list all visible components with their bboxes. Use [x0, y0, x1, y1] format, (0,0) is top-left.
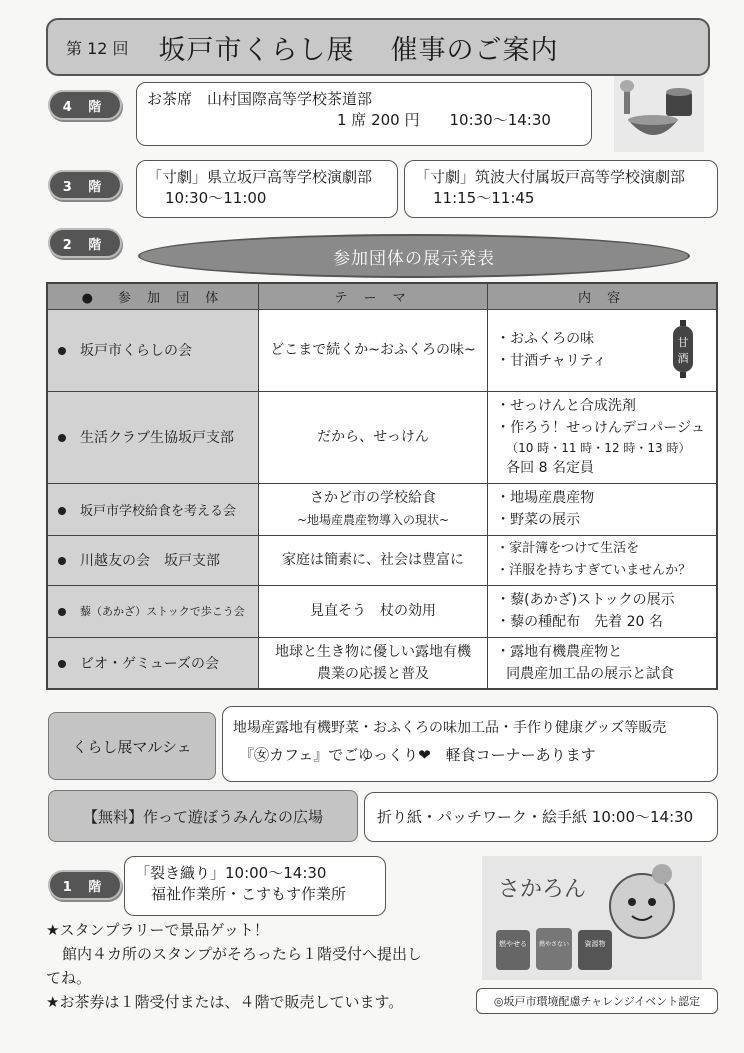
group-name: 生活クラブ生協坂戸支部 [80, 430, 234, 446]
bag-label: 燃やせる [499, 940, 527, 948]
group-cell [47, 391, 258, 483]
tea-ceremony-icon [614, 76, 704, 152]
content-line: ・甘酒チャリティ [496, 353, 607, 369]
content-line: ・家計簿をつけて生活を [496, 541, 640, 556]
note-line: ★お茶券は１階受付または、４階で販売しています。 [46, 993, 404, 1011]
header-theme: テ ー マ [258, 283, 487, 309]
content-line: ・野菜の展示 [496, 512, 581, 528]
bullet-dot-icon [58, 660, 66, 668]
content-line: ・藜の種配布 先着 20 名 [496, 614, 663, 630]
floor-3-event-right [404, 160, 718, 218]
exhibit-banner: 参加団体の展示発表 [138, 234, 690, 278]
theme-line: 家庭は簡素に、社会は豊富に [282, 552, 464, 568]
plaza-detail: 折り紙・パッチワーク・絵手紙 10:00～14:30 [377, 807, 694, 826]
content-cell [488, 637, 717, 689]
content-line: ・おふくろの味 [496, 331, 595, 347]
content-line: 同農産加工品の展示と試食 [506, 665, 675, 682]
content-cell [488, 483, 717, 535]
group-cell [47, 535, 258, 585]
floor-1-badge: 1 階 [48, 870, 122, 900]
bullet-dot-icon [58, 434, 66, 442]
theme-cell [258, 535, 487, 585]
lantern-text-1: 甘 [677, 336, 689, 349]
header-group: ● 参 加 団 体 [47, 283, 258, 309]
floor-3-event-left [136, 160, 398, 218]
header-content: 内 容 [488, 283, 717, 309]
note-line: ★スタンプラリーで景品ゲット！ [46, 921, 269, 939]
table-row [47, 535, 717, 585]
floor-4-badge: 4 階 [48, 90, 122, 120]
notes [46, 918, 422, 1014]
content-cell [488, 391, 717, 483]
group-cell [47, 483, 258, 535]
table-row [47, 309, 717, 391]
group-name: 坂戸市くらしの会 [80, 343, 192, 359]
sakaron-mascot-illustration [482, 856, 702, 980]
note-line: てね。 [46, 969, 92, 987]
certification-badge: ◎坂戸市環境配慮チャレンジイベント認定 [476, 988, 718, 1014]
page-title: 坂戸市くらし展 [158, 34, 355, 66]
bullet-dot-icon [58, 507, 66, 515]
group-cell [47, 585, 258, 637]
theme-line: だから、せっけん [317, 429, 429, 445]
mascot-name: さかろん [498, 877, 587, 902]
theme-line: 見直そう 杖の効用 [310, 603, 436, 619]
floor-1-event-title: 「裂き織り」10:00～14:30 [135, 864, 327, 882]
floor-1-event-place: 福祉作業所・こすもす作業所 [151, 885, 347, 903]
group-name: 川越友の会 坂戸支部 [80, 553, 220, 569]
theme-line: どこまで続くか~おふくろの味~ [270, 342, 476, 358]
bag-label: 燃やさない [538, 941, 570, 948]
marche-label: くらし展マルシェ [48, 712, 216, 780]
floor-3-right-title: 「寸劇」筑波大付属坂戸高等学校演劇部 [415, 168, 686, 186]
bag-label: 資源物 [584, 940, 606, 948]
theme-cell [258, 309, 487, 391]
theme-line: 地球と生き物に優しい露地有機 [275, 643, 471, 660]
group-cell [47, 637, 258, 689]
content-cell [488, 535, 717, 585]
bullet-dot-icon [58, 608, 66, 616]
theme-cell [258, 637, 487, 689]
content-line: ・藜(あかざ)ストックの展示 [496, 592, 675, 608]
content-line: （10 時・11 時・12 時・13 時） [506, 441, 691, 455]
content-line: 各回 8 名定員 [506, 460, 594, 476]
table-header-row [47, 283, 717, 309]
floor-3-right-time: 11:15～11:45 [433, 189, 535, 207]
bullet-dot-icon [58, 347, 66, 355]
floor-3-left-title: 「寸劇」県立坂戸高等学校演劇部 [147, 168, 373, 186]
exhibit-table [46, 282, 718, 690]
page-title-bar [46, 18, 710, 76]
group-cell [47, 309, 258, 391]
edition-label: 第 12 回 [66, 38, 129, 58]
table-row [47, 585, 717, 637]
content-cell [488, 585, 717, 637]
floor-4-event-time: 1 席 200 円 10:30～14:30 [337, 111, 551, 129]
content-line: ・地場産農産物 [496, 490, 595, 506]
theme-cell [258, 483, 487, 535]
content-line: ・せっけんと合成洗剤 [496, 398, 636, 414]
floor-1-event-box [124, 856, 386, 916]
content-line: ・露地有機農産物と [496, 643, 623, 660]
bullet-dot-icon [58, 557, 66, 565]
page-subtitle: 催事のご案内 [390, 34, 559, 66]
table-row [47, 637, 717, 689]
theme-cell [258, 391, 487, 483]
marche-line-2: 『㊛カフェ』でごゆっくり❤ 軽食コーナーあります [239, 746, 596, 764]
floor-2-badge: 2 階 [48, 228, 122, 258]
floor-4-event-box [136, 82, 592, 146]
group-name: 藜（あかざ）ストックで歩こう会 [80, 605, 245, 618]
plaza-label: 【無料】作って遊ぼうみんなの広場 [48, 790, 358, 842]
group-name: 坂戸市学校給食を考える会 [80, 503, 237, 519]
marche-line-1: 地場産露地有機野菜・おふくろの味加工品・手作り健康グッズ等販売 [233, 720, 667, 736]
marche-detail-box [222, 706, 718, 782]
content-line: ・洋服を持ちすぎていませんか？ [496, 563, 692, 578]
lantern-text-2: 酒 [677, 352, 689, 365]
group-name: ビオ・ゲミューズの会 [80, 655, 220, 672]
theme-line: ~地場産農産物導入の現状~ [296, 513, 450, 527]
amazake-lantern-icon [672, 320, 694, 378]
theme-cell [258, 585, 487, 637]
table-row [47, 391, 717, 483]
plaza-detail-box [364, 792, 718, 842]
table-row [47, 483, 717, 535]
floor-3-badge: 3 階 [48, 170, 122, 200]
content-line: ・作ろう！せっけんデコパージュ [496, 420, 705, 436]
note-line: 館内４カ所のスタンプがそろったら１階受付へ提出し [62, 945, 423, 963]
theme-line: 農業の応援と普及 [317, 665, 429, 682]
theme-line: さかど市の学校給食 [310, 490, 436, 506]
floor-4-event-title: お茶席 山村国際高等学校茶道部 [147, 90, 373, 108]
floor-3-left-time: 10:30～11:00 [165, 189, 267, 207]
